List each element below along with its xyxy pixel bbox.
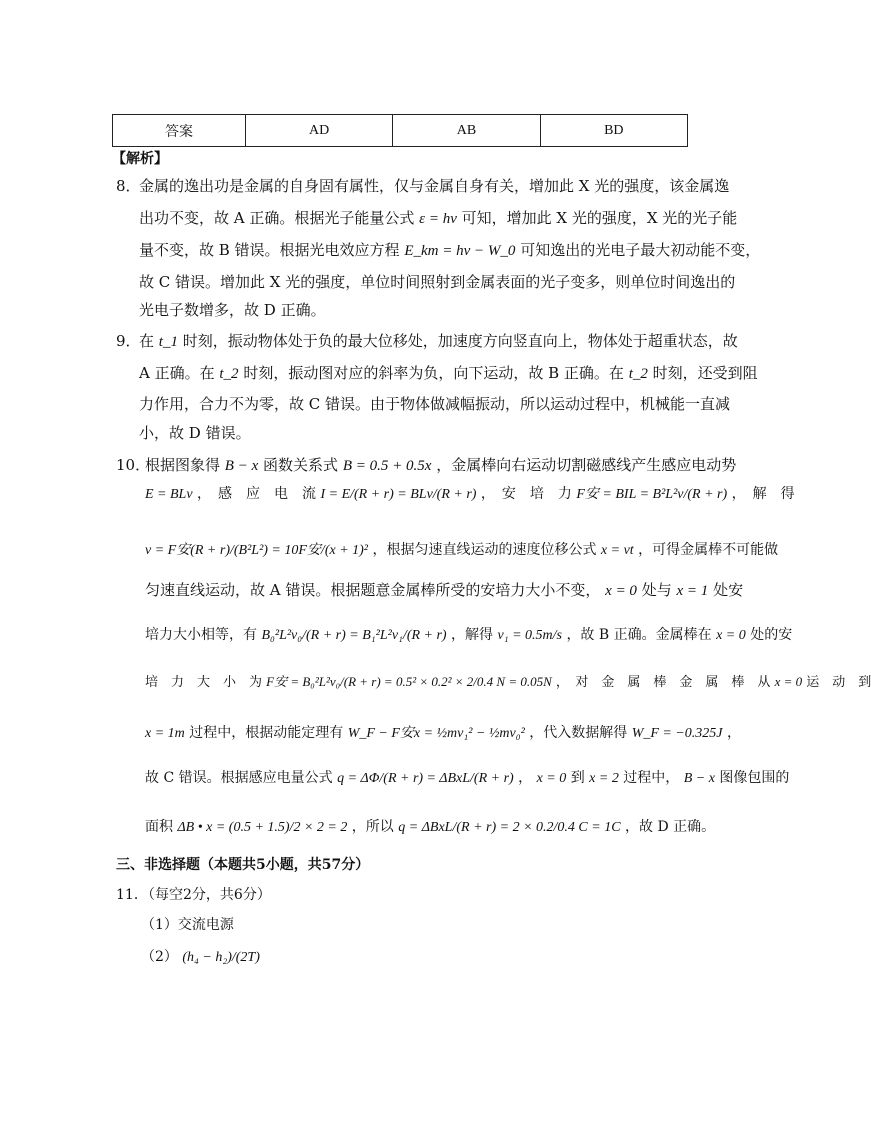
photoelectric-equation: E_km = hν − W_0 <box>404 243 516 259</box>
q9-line2-a: A 正确。在 <box>139 364 215 382</box>
q10-line6-b: ， 对 金 属 棒 金 属 棒 从 <box>555 675 771 690</box>
b-function: B = 0.5 + 0.5x <box>342 458 432 474</box>
q10-line6-c: 运 动 到 <box>806 675 871 690</box>
q10-line8-a: 故 C 错误。根据感应电量公式 <box>145 770 333 786</box>
emf-formula: E = BLv <box>145 487 193 502</box>
x-zero: x = 0 <box>605 583 637 599</box>
force-equality: B₀²L²v₀/(R + r) = B₁²L²v₁/(R + r) <box>261 628 447 643</box>
charge-result: q = ΔBxL/(R + r) = 2 × 0.2/0.4 C = 1C <box>398 820 621 835</box>
x-zero-3: x = 0 <box>774 674 803 689</box>
q10-line2-a: ， 感 应 电 流 <box>197 486 317 502</box>
velocity-formula: v = F安(R + r)/(B²L²) = 10F安/(x + 1)² <box>145 543 369 558</box>
q10-line1-a: 根据图象得 <box>145 456 221 474</box>
answer-table <box>112 114 688 147</box>
q9-number: 9． <box>116 332 141 350</box>
force-value: F安 = B₀²L²v₀/(R + r) = 0.5² × 0.2² × 2/0.4 N = 0.05N <box>266 674 552 689</box>
q10-line6-a: 培 力 大 小 为 <box>145 675 263 690</box>
q10-line8-c: 到 <box>570 770 585 786</box>
q8-line3-b: 可知逸出的光电子最大初动能不变， <box>520 241 761 259</box>
q9-line2-b: 时刻，振动图对应的斜率为负，向下运动，故 B 正确。在 <box>243 364 624 382</box>
x-two: x = 2 <box>589 771 619 786</box>
q10-line2-c: ， 解 得 <box>731 486 795 502</box>
q11-answer-1: （1）交流电源 <box>141 917 234 933</box>
q8-line2-b: 可知，增加此 X 光的强度，X 光的光子能 <box>461 209 738 227</box>
section-3-heading: 三、非选择题（本题共5小题，共57分） <box>116 857 370 873</box>
answer-cell-8: AD <box>246 115 393 147</box>
area-formula: ΔB • x = (0.5 + 1.5)/2 × 2 = 2 <box>177 820 348 835</box>
q10-line9-b: ，所以 <box>351 819 394 835</box>
q10-line5-c: ，故 B 正确。金属棒在 <box>566 627 712 643</box>
q11-answer-2-formula: (h₄ − h₂)/(2T) <box>182 950 260 965</box>
b-x-relation: B − x <box>224 458 259 474</box>
answer-cell-10: BD <box>540 115 687 147</box>
q9-line4: 小，故 D 错误。 <box>139 424 251 442</box>
q8-line2 <box>139 211 737 227</box>
q10-line9 <box>145 820 715 835</box>
charge-formula: q = ΔΦ/(R + r) = ΔBxL/(R + r) <box>337 771 514 786</box>
q10-line3 <box>145 543 778 558</box>
q10-line7-c: ， <box>726 725 741 741</box>
q10-line5-a: 培力大小相等，有 <box>145 627 257 643</box>
table-row <box>113 115 688 147</box>
q10-line8-e: 图像包围的 <box>719 770 790 786</box>
answer-header-cell: 答案 <box>113 115 246 147</box>
v1-result: v₁ = 0.5m/s <box>497 628 562 643</box>
work-result: W_F = −0.325J <box>631 726 723 741</box>
current-formula: I = E/(R + r) = BLv/(R + r) <box>320 487 477 502</box>
time-t2: t_2 <box>219 366 239 382</box>
q10-line1-b: 函数关系式 <box>263 456 339 474</box>
q11-header: （每空2分，共6分） <box>141 887 271 903</box>
q11-number: 11． <box>116 887 148 903</box>
q10-line3-b: ，可得金属棒不可能做 <box>638 542 779 558</box>
q10-line5 <box>145 628 792 643</box>
q10-line4-a: 匀速直线运动，故 A 错误。根据题意金属棒所受的安培力大小不变， <box>145 581 601 599</box>
time-t2-second: t_2 <box>628 366 648 382</box>
x-zero-2: x = 0 <box>716 628 746 643</box>
q10-line6 <box>145 675 871 689</box>
q8-line4: 故 C 错误。增加此 X 光的强度，单位时间照射到金属表面的光子变多，则单位时间逸出的 <box>139 273 736 291</box>
analysis-heading: 【解析】 <box>112 151 168 167</box>
q10-line2-b: ， 安 培 力 <box>480 486 572 502</box>
time-t1: t_1 <box>158 334 178 350</box>
q10-line9-a: 面积 <box>145 819 173 835</box>
q9-line1-a: 在 <box>139 332 155 350</box>
q10-line8-d: 过程中， <box>623 770 680 786</box>
q10-line1 <box>145 458 736 474</box>
b-x-graph: B − x <box>683 771 715 786</box>
q10-line8 <box>145 771 789 786</box>
q10-line5-b: ，解得 <box>451 627 494 643</box>
x-zero-4: x = 0 <box>536 771 567 786</box>
q11-answer-2 <box>141 950 260 965</box>
displacement-formula: x = vt <box>600 543 634 558</box>
q9-line3: 力作用，合力不为零，故 C 错误。由于物体做减幅振动，所以运动过程中，机械能一直减 <box>139 395 731 413</box>
photon-energy-formula: ε = hν <box>419 211 457 227</box>
q11-answer-2-label: （2） <box>141 949 178 965</box>
x-one-meter: x = 1m <box>145 726 185 741</box>
q10-line1-c: ，金属棒向右运动切割磁感线产生感应电动势 <box>436 456 737 474</box>
q10-line8-b: ， <box>518 770 533 786</box>
q9-line1 <box>139 334 738 350</box>
q10-number: 10． <box>116 456 151 474</box>
ampere-force-formula: F安 = BIL = B²L²v/(R + r) <box>576 487 728 502</box>
q10-line7-a: 过程中，根据动能定理有 <box>189 725 344 741</box>
q10-line3-a: ，根据匀速直线运动的速度位移公式 <box>372 542 597 558</box>
work-energy-formula: W_F − F安x = ½mv₁² − ½mv₀² <box>347 726 525 741</box>
q10-line4-c: 处安 <box>713 581 744 599</box>
q10-line4 <box>145 583 743 599</box>
answer-cell-9: AB <box>393 115 540 147</box>
q10-line5-d: 处的安 <box>750 627 793 643</box>
q9-line2 <box>139 366 758 382</box>
q9-line1-b: 时刻，振动物体处于负的最大位移处，加速度方向竖直向上，物体处于超重状态，故 <box>182 332 738 350</box>
q8-line3-a: 量不变，故 B 错误。根据光电效应方程 <box>139 241 400 259</box>
x-one: x = 1 <box>676 583 709 599</box>
q8-number: 8． <box>116 177 141 195</box>
q10-line4-b: 处与 <box>641 581 672 599</box>
q10-line7 <box>145 726 741 741</box>
q8-line3 <box>139 243 760 259</box>
q9-line2-c: 时刻，还受到阻 <box>652 364 758 382</box>
q8-line2-a: 出功不变，故 A 正确。根据光子能量公式 <box>139 209 415 227</box>
q10-line9-c: ，故 D 正确。 <box>625 819 716 835</box>
q8-line1: 金属的逸出功是金属的自身固有属性，仅与金属自身有关，增加此 X 光的强度，该金属逸 <box>139 177 730 195</box>
q10-line2 <box>145 487 795 502</box>
q10-line7-b: ，代入数据解得 <box>529 725 628 741</box>
q8-line5: 光电子数增多，故 D 正确。 <box>139 301 326 319</box>
